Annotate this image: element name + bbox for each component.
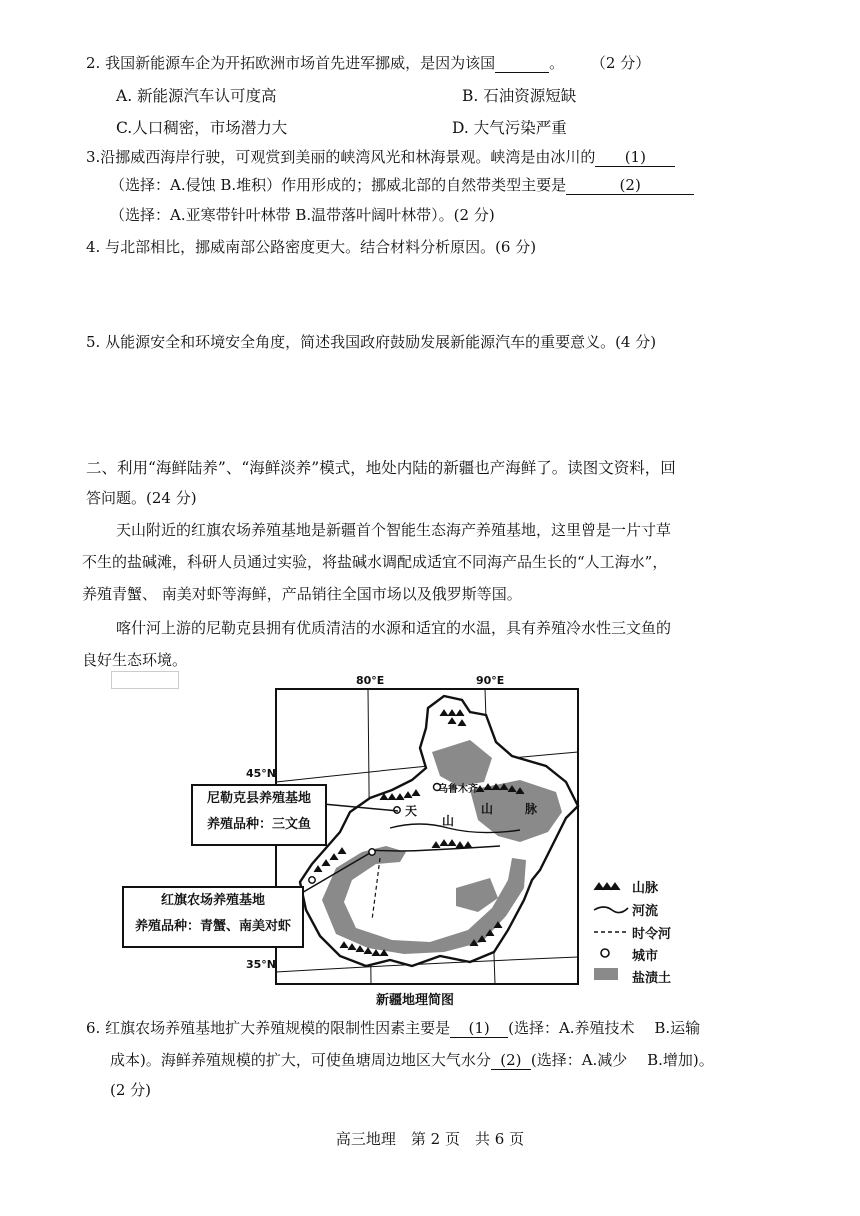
mountain-label-4: 脉 (525, 802, 538, 816)
q5-text: 5. 从能源安全和环境安全角度，简述我国政府鼓励发展新能源汽车的重要意义。(4 分) (86, 333, 657, 351)
q6-line3: (2 分) (110, 1081, 152, 1099)
lon-90: 90°E (476, 674, 505, 687)
q4-text: 4. 与北部相比，挪威南部公路密度更大。结合材料分析原因。(6 分) (86, 238, 537, 256)
nilka-callout: 尼勒克县养殖基地 养殖品种：三文鱼 (191, 784, 327, 846)
q3-blank1[interactable]: (1) (595, 148, 675, 167)
q3-blank2[interactable]: (2) (566, 176, 694, 195)
legend-river: 河流 (632, 904, 659, 919)
section2-intro-line1: 二、利用“海鲜陆养”、“海鲜淡养”模式，地处内陆的新疆也产海鲜了。读图文资料，回 (86, 459, 676, 477)
section2-intro-line2: 答问题。(24 分) (86, 489, 197, 507)
paragraph1-line1: 天山附近的红旗农场养殖基地是新疆首个智能生态海产养殖基地，这里曾是一片寸草 (116, 521, 672, 539)
mountain-label-1: 天 (405, 804, 418, 818)
q3-line1: 3.沿挪威西海岸行驶，可观赏到美丽的峡湾风光和林海景观。峡湾是由冰川的 (1) (86, 146, 675, 168)
q2-option-d[interactable]: D. 大气污染严重 (452, 119, 567, 137)
lon-80: 80°E (356, 674, 385, 687)
q3-line2: （选择：A.侵蚀 B.堆积）作用形成的；挪威北部的自然带类型主要是 (2) (110, 174, 694, 196)
q6-line1: 6. 红旗农场养殖基地扩大养殖规模的限制性因素主要是 (1) (选择：A.养殖技术 B.运输 (86, 1019, 701, 1037)
legend-city: 城市 (632, 949, 659, 964)
mountain-label-3: 山 (481, 802, 494, 816)
legend-saline-soil: 盐渍土 (632, 971, 672, 986)
legend-mountain: 山脉 (632, 881, 659, 896)
q2-option-a[interactable]: A. 新能源汽车认可度高 (116, 87, 277, 105)
city-hongqi (369, 849, 375, 855)
paragraph1-line3: 养殖青蟹、 南美对虾等海鲜，产品销往全国市场以及俄罗斯等国。 (82, 585, 522, 603)
q6-blank2[interactable]: (2) (491, 1051, 531, 1070)
city-kashgar (309, 877, 315, 883)
city-label-urumqi: 乌鲁木齐 (438, 784, 478, 795)
map-title: 新疆地理简图 (376, 993, 455, 1008)
lat-45: 45°N (246, 767, 277, 780)
paragraph2-line1: 喀什河上游的尼勒克县拥有优质清洁的水源和适宜的水温，具有养殖冷水性三文鱼的 (116, 619, 672, 637)
q2-option-b[interactable]: B. 石油资源短缺 (462, 87, 577, 105)
q3-line3: （选择：A.亚寒带针叶林带 B.温带落叶阔叶林带）。(2 分) (110, 206, 495, 224)
paragraph2-line2: 良好生态环境。 (82, 651, 188, 669)
legend-symbols (594, 883, 628, 980)
q2-option-c[interactable]: C.人口稠密，市场潜力大 (116, 119, 288, 137)
lat-35: 35°N (246, 958, 277, 971)
mountain-label-2: 山 (442, 814, 455, 828)
q2-stem: 2. 我国新能源车企为开拓欧洲市场首先进军挪威，是因为该国 。 （2 分） (86, 54, 651, 72)
q6-blank1[interactable]: (1) (450, 1019, 508, 1038)
paragraph1-line2: 不生的盐碱滩，科研人员通过实验，将盐碱水调配成适宜不同海产品生长的“人工海水”， (82, 553, 668, 571)
q6-line2: 成本)。海鲜养殖规模的扩大，可使鱼塘周边地区大气水分 (2) (选择：A.减少 B.增加)。 (110, 1051, 714, 1069)
page-footer: 高三地理 第 2 页 共 6 页 (335, 1130, 525, 1148)
hongqi-callout: 红旗农场养殖基地 养殖品种：青蟹、南美对虾 (122, 886, 304, 948)
legend-seasonal-river: 时令河 (632, 927, 672, 942)
